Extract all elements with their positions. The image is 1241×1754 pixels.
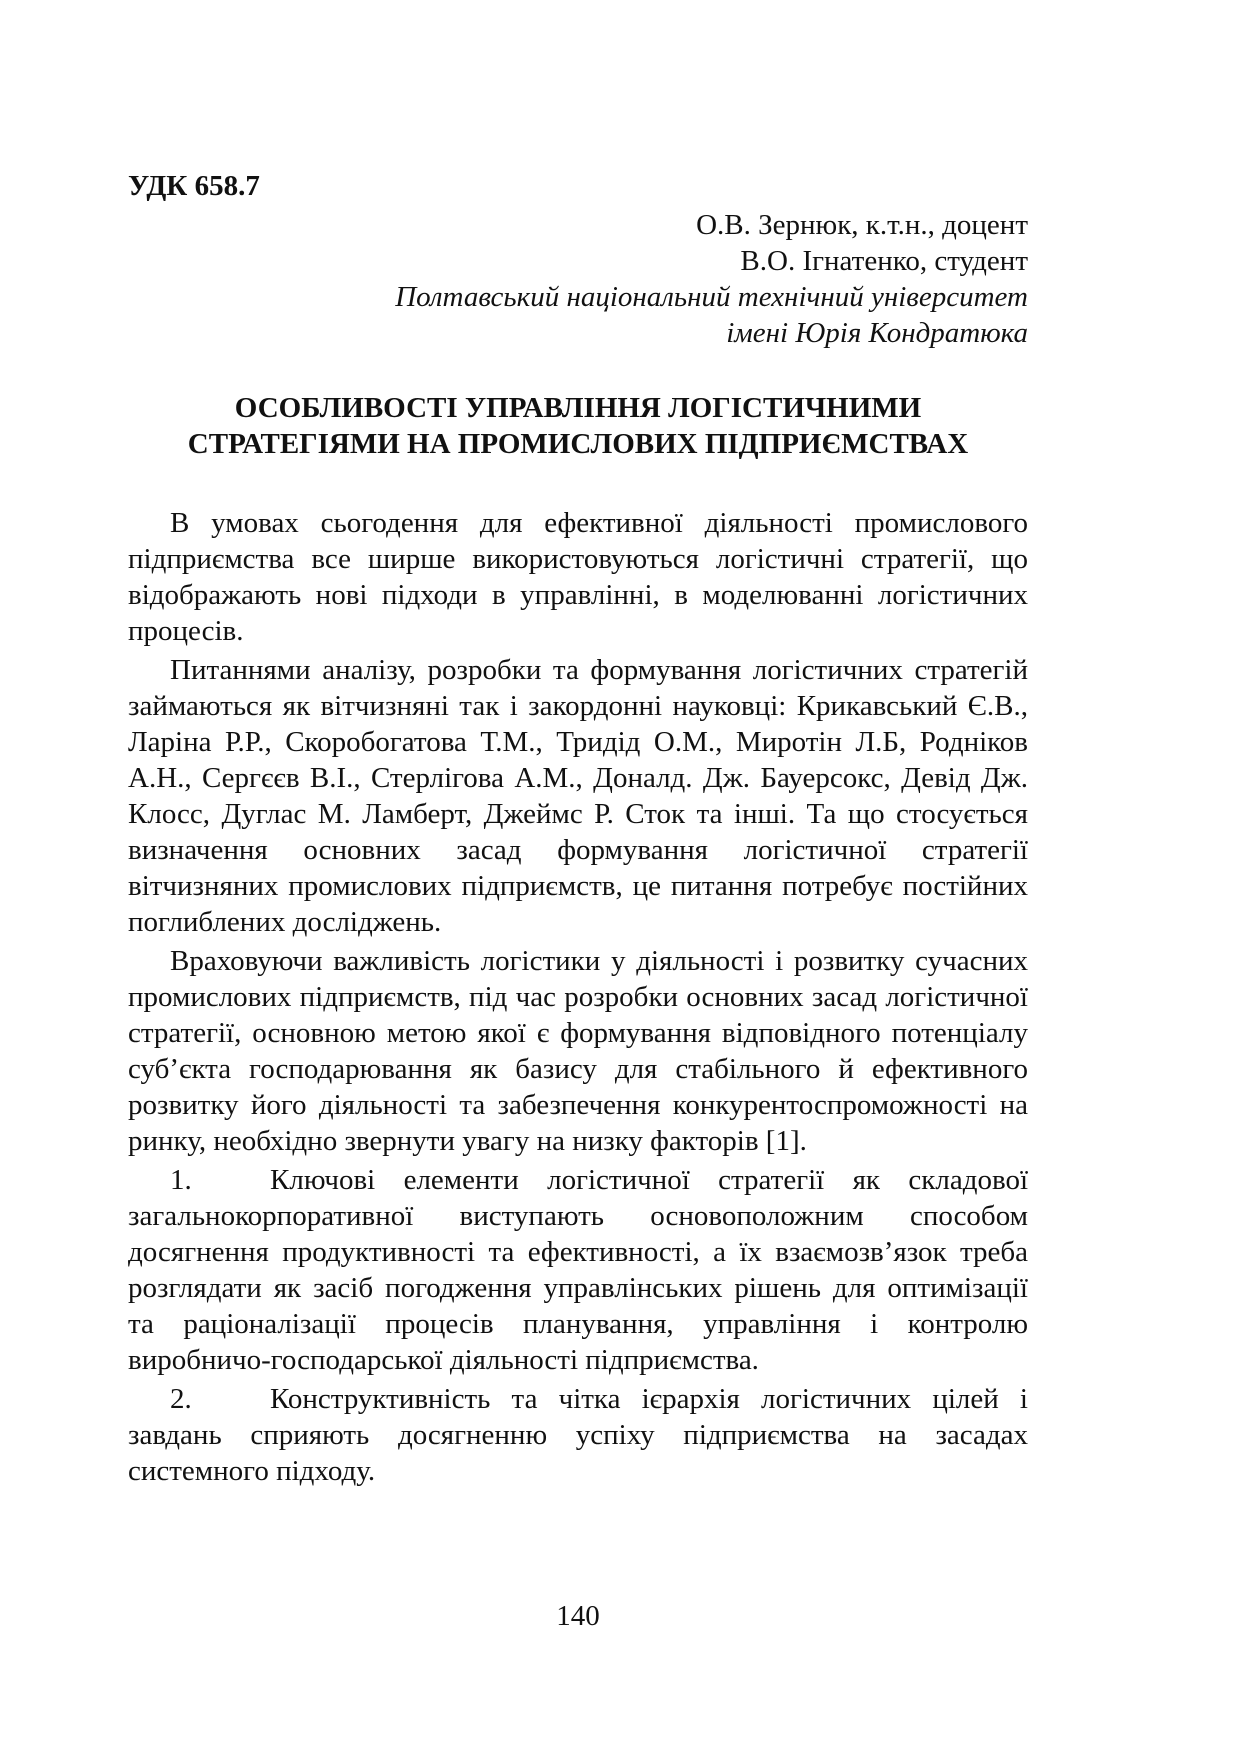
paragraph-3: Враховуючи важливість логістики у діяльності і розвитку сучасних промислових підприємств, під час розробки основних засад логістичної стратегії, основною метою якої є формування відповідного потенціалу суб’єкта господарювання як базису для стабільного й ефективного розвитку його діяльності та забезпечення конкурентоспроможності на ринку, необхідно звернути увагу на низку факторів [1]. — [128, 945, 1028, 1157]
authors-block — [228, 207, 1028, 351]
paragraph-1: В умовах сьогодення для ефективної діяльності промислового підприємства все ширше використовуються логістичні стратегії, що відображають нові підходи в управлінні, в моделюванні логістичних процесів. — [128, 507, 1028, 647]
list-item-1-text: Ключові елементи логістичної стратегії як складової загальнокорпоративної виступають основоположним способом досягнення продуктивності та ефективності, а їх взаємозв’язок треба розглядати як засіб погодження управлінських рішень для оптимізації та раціоналізації процесів планування, управління і контролю виробничо-господарської діяльності підприємства. — [128, 1164, 1028, 1376]
list-item-1 — [128, 1162, 1028, 1378]
article-title — [128, 390, 1028, 462]
affiliation-line-1: Полтавський національний технічний університет — [395, 281, 1028, 313]
list-item-2-text: Конструктивність та чітка ієрархія логістичних цілей і завдань сприяють досягненню успіху підприємства на засадах системного підходу. — [128, 1383, 1028, 1487]
udk-code: УДК 658.7 — [128, 170, 260, 202]
article-title-line-1: ОСОБЛИВОСТІ УПРАВЛІННЯ ЛОГІСТИЧНИМИ — [234, 392, 922, 424]
author-2: В.О. Ігнатенко, студент — [740, 245, 1028, 277]
article-body — [128, 505, 1028, 1489]
author-1: О.В. Зернюк, к.т.н., доцент — [696, 209, 1028, 241]
list-item-2-number: 2. — [170, 1383, 192, 1415]
list-item-2 — [128, 1381, 1028, 1489]
affiliation-line-2: імені Юрія Кондратюка — [726, 317, 1028, 349]
page-number: 140 — [556, 1600, 600, 1632]
article-title-line-2: СТРАТЕГІЯМИ НА ПРОМИСЛОВИХ ПІДПРИЄМСТВАХ — [187, 428, 969, 460]
paragraph-2: Питаннями аналізу, розробки та формування логістичних стратегій займаються як вітчизняні так і закордонні науковці: Крикавський Є.В., Ларіна Р.Р., Скоробогатова Т.М., Тридід О.М., Миротін Л.Б, Родніков А.Н., Сергєєв В.І., Стерлігова А.М., Доналд. Дж. Бауерсокс, Девід Дж. Клосс, Дуглас М. Ламберт, Джеймс Р. Сток та інші. Та що стосується визначення основних засад формування логістичної стратегії вітчизняних промислових підприємств, це питання потребує постійних поглиблених досліджень. — [128, 654, 1028, 938]
list-item-1-number: 1. — [170, 1164, 192, 1196]
